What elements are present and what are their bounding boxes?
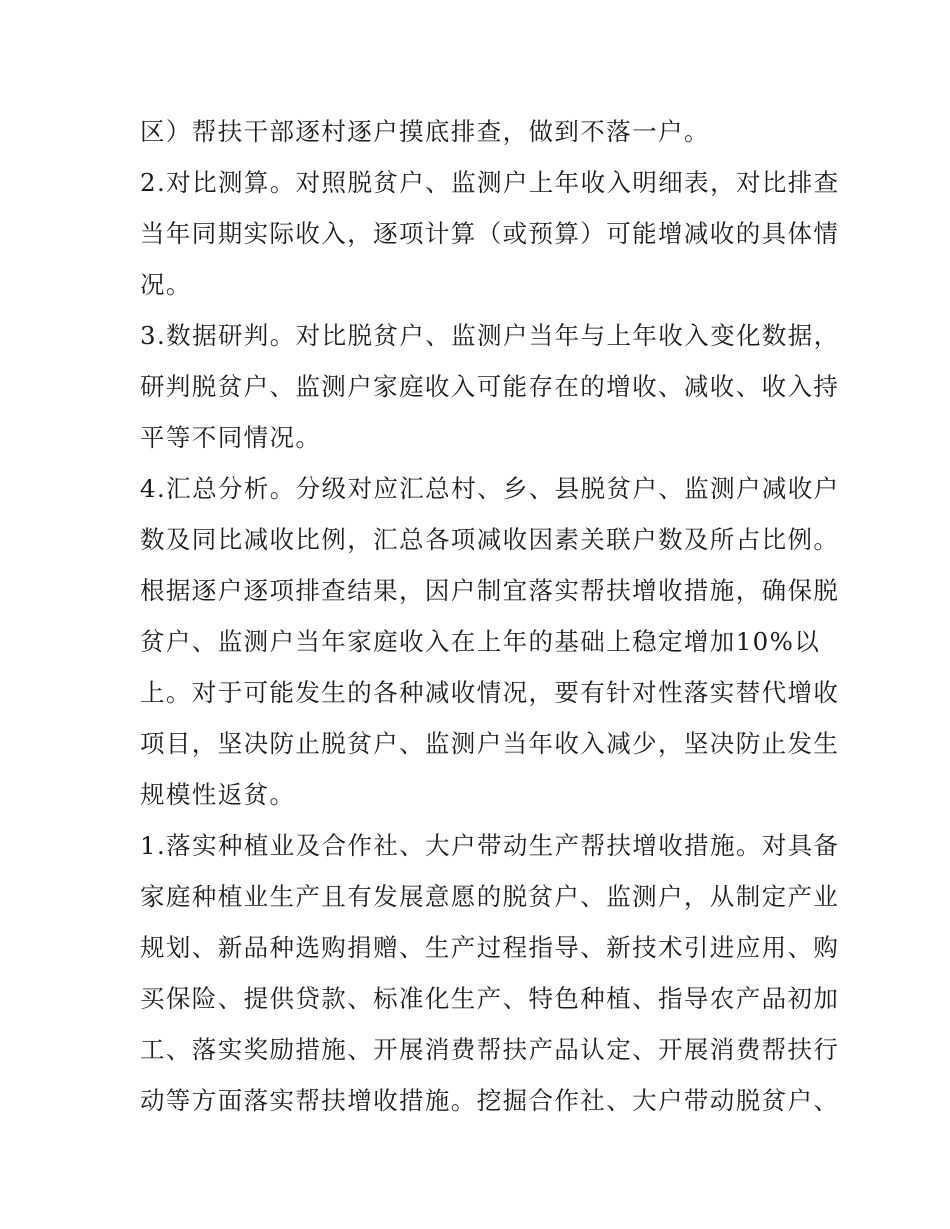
text-line: 况。: [140, 270, 192, 299]
text-line: 动等方面落实帮扶增收措施。挖掘合作社、大户带动脱贫户、: [140, 1086, 840, 1115]
text-line: 区）帮扶干部逐村逐户摸底排查，做到不落一户。: [140, 117, 710, 146]
text-line: 规模性返贫。: [140, 780, 296, 809]
text-line: 3.数据研判。对比脱贫户、监测户当年与上年收入变化数据，: [140, 321, 840, 350]
text-line: 工、落实奖励措施、开展消费帮扶产品认定、开展消费帮扶行: [140, 1035, 840, 1064]
text-line: 买保险、提供贷款、标准化生产、特色种植、指导农产品初加: [140, 984, 840, 1013]
text-line: 平等不同情况。: [140, 423, 322, 452]
text-line: 2.对比测算。对照脱贫户、监测户上年收入明细表，对比排查: [140, 168, 840, 197]
text-line: 数及同比减收比例，汇总各项减收因素关联户数及所占比例。: [140, 525, 840, 554]
text-line: 家庭种植业生产且有发展意愿的脱贫户、监测户，从制定产业: [140, 882, 840, 911]
text-line: 上。对于可能发生的各种减收情况，要有针对性落实替代增收: [140, 678, 840, 707]
text-line: 项目，坚决防止脱贫户、监测户当年收入减少，坚决防止发生: [140, 729, 840, 758]
text-line: 1.落实种植业及合作社、大户带动生产帮扶增收措施。对具备: [140, 831, 840, 860]
text-line: 根据逐户逐项排查结果，因户制宜落实帮扶增收措施，确保脱: [140, 576, 840, 605]
text-line: 研判脱贫户、监测户家庭收入可能存在的增收、减收、收入持: [140, 372, 840, 401]
text-line: 4.汇总分析。分级对应汇总村、乡、县脱贫户、监测户减收户: [140, 474, 840, 503]
body-text: [140, 106, 840, 1126]
text-line: 贫户、监测户当年家庭收入在上年的基础上稳定增加10%以: [140, 627, 821, 656]
text-line: 规划、新品种选购捐赠、生产过程指导、新技术引进应用、购: [140, 933, 840, 962]
text-line: 当年同期实际收入，逐项计算（或预算）可能增减收的具体情: [140, 219, 840, 248]
